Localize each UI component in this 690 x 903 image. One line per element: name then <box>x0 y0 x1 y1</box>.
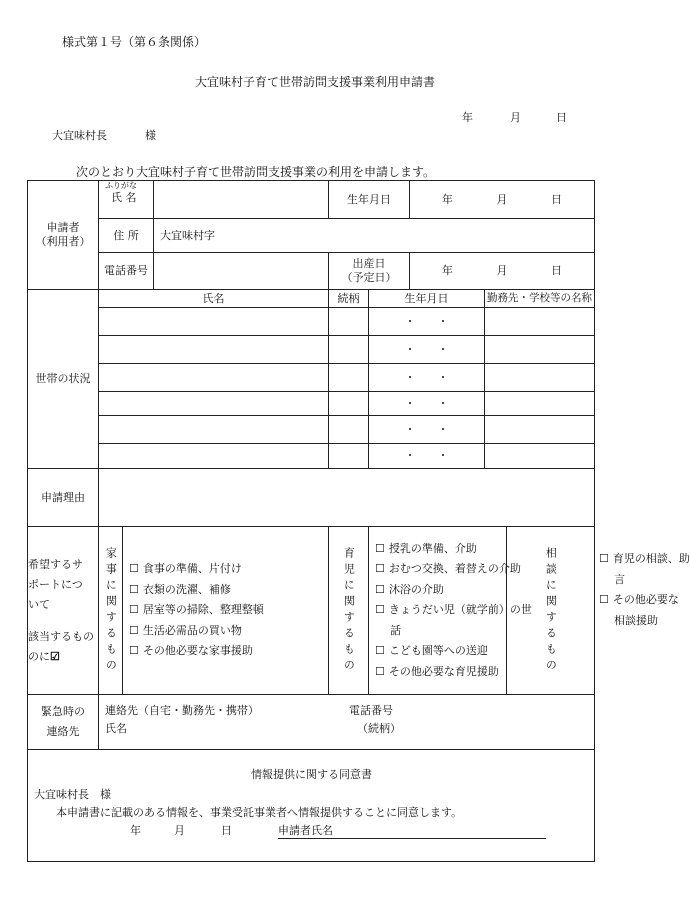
childcare-option[interactable]: ☐ こども園等への送迎 <box>375 644 488 658</box>
name-input[interactable] <box>154 181 329 219</box>
emergency-phone-label: 電話番号 <box>349 704 393 717</box>
childcare-category-label: 育児に関するもの <box>329 527 369 695</box>
consult-option-continued: 相談援助 <box>614 613 658 627</box>
household-row <box>28 416 595 444</box>
checkbox-icon: ☐ <box>375 664 385 678</box>
checkbox-icon: ☐ <box>599 552 609 565</box>
application-form-table: 申請者 （利用者） ふりがな 氏 名 生年月日 年 月 日 住 所 大宜味村字 電話番号 出産日 （予定日） 年 月 日 世帯の状況 氏名 続柄 生年月日 勤務先・学校等の名称 ・ ・ ・ ・ ・ ・ ・ ・ ・ ・ ・ ・ 申請理由 希望するサ ポートにつ いて 該当するもの のに☑ 家事に関するもの ☐ 食事の準備、片付け ☐ 衣類の洗濯、補修 ☐ 居室等の掃除、整理整頓 ☐ 生活必需品の買い物 ☐ その他必要な家事援助 育児に関するもの ☐ 授乳の準備、介助 ☐ おむつ交換、着替えの介助 ☐ 沐浴の介助 ☐ きょうだい児（就学前）の世 話 ☐ こども園等への送迎 ☐ その他必要な育児援助 相談に関するもの ☐ 育児の相談、助 言 ☐ その他必要な 相談援助 緊急時の 連絡先 連絡先（自宅・勤務先・携帯） 電話番号 氏名 （続柄） 情報提供に関する同意書 大宜味村長 様 本申請書に記載のある情報を、事業受託事業者へ情報提供することに同意します。 年 月 日 申請者氏名 <box>27 180 595 862</box>
birth-label: 生年月日 <box>329 181 410 219</box>
household-work-input[interactable] <box>485 336 595 364</box>
household-relation-input[interactable] <box>329 392 369 416</box>
check-note: 該当するもの <box>28 629 94 643</box>
birth-input[interactable]: 年 月 日 <box>410 181 595 219</box>
intro-text: 次のとおり大宜味村子育て世帯訪問支援事業の利用を申請します。 <box>76 165 436 179</box>
household-relation-input[interactable] <box>329 364 369 392</box>
housework-option[interactable]: ☐ 生活必需品の買い物 <box>129 623 242 637</box>
childcare-option[interactable]: ☐ その他必要な育児援助 <box>375 664 499 678</box>
household-birth-input[interactable]: ・ ・ <box>369 308 485 336</box>
household-header-relation: 続柄 <box>329 290 369 308</box>
consent-title: 情報提供に関する同意書 <box>251 768 372 781</box>
name-label-cell <box>99 181 154 219</box>
housework-option[interactable]: ☐ 居室等の掃除、整理整頓 <box>129 603 264 617</box>
checkbox-icon: ☐ <box>375 541 385 555</box>
household-birth-input[interactable]: ・ ・ <box>369 364 485 392</box>
signature-label: 申請者氏名 <box>278 824 333 837</box>
childcare-options <box>369 527 532 695</box>
household-work-input[interactable] <box>485 444 595 469</box>
emergency-name-label: 氏名 <box>105 722 127 735</box>
household-row <box>28 336 595 364</box>
consent-date-day: 日 <box>221 824 232 837</box>
childcare-option[interactable]: ☐ 授乳の準備、介助 <box>375 541 477 555</box>
reason-label: 申請理由 <box>28 469 99 527</box>
consent-date-month: 月 <box>174 824 185 837</box>
phone-label: 電話番号 <box>99 253 154 290</box>
household-relation-input[interactable] <box>329 444 369 469</box>
consent-section <box>28 750 595 862</box>
housework-option[interactable]: ☐ 衣類の洗濯、補修 <box>129 582 231 596</box>
furigana-label: ふりがな <box>105 181 137 190</box>
childcare-option[interactable]: ☐ おむつ交換、着替えの介助 <box>375 562 521 576</box>
checkbox-icon: ☐ <box>129 562 139 576</box>
childcare-option[interactable]: ☐ 沐浴の介助 <box>375 582 444 596</box>
household-relation-input[interactable] <box>329 308 369 336</box>
addressee: 大宜味村長 <box>52 129 107 142</box>
phone-input[interactable] <box>154 253 329 290</box>
consult-option-continued: 言 <box>614 572 625 586</box>
household-work-input[interactable] <box>485 416 595 444</box>
due-date-input[interactable]: 年 月 日 <box>410 253 595 290</box>
consent-addressee: 大宜味村長 様 <box>34 788 111 801</box>
household-name-input[interactable] <box>99 364 329 392</box>
checkbox-icon: ☐ <box>599 593 609 606</box>
checkbox-icon: ☐ <box>375 582 385 596</box>
checkbox-icon: ☐ <box>129 582 139 596</box>
name-label: 氏 名 <box>111 191 137 204</box>
household-row <box>28 308 595 336</box>
household-relation-input[interactable] <box>329 416 369 444</box>
household-name-input[interactable] <box>99 416 329 444</box>
household-work-input[interactable] <box>485 364 595 392</box>
consent-body: 本申請書に記載のある情報を、事業受託事業者へ情報提供することに同意します。 <box>56 806 463 819</box>
emergency-relation-label: （続柄） <box>357 722 401 735</box>
addressee-suffix: 様 <box>145 129 156 142</box>
date-year: 年 <box>462 111 473 124</box>
household-header-birth: 生年月日 <box>369 290 485 308</box>
household-work-input[interactable] <box>485 392 595 416</box>
housework-option[interactable]: ☐ その他必要な家事援助 <box>129 644 253 658</box>
household-name-input[interactable] <box>99 444 329 469</box>
childcare-option-continued: 話 <box>390 623 401 637</box>
checkbox-icon: ☐ <box>375 562 385 576</box>
consent-date-year: 年 <box>130 824 141 837</box>
household-birth-input[interactable]: ・ ・ <box>369 392 485 416</box>
date-month: 月 <box>510 111 521 124</box>
support-label: 希望するサ ポートにつ いて 該当するもの のに☑ <box>28 527 99 695</box>
housework-option[interactable]: ☐ 食事の準備、片付け <box>129 562 242 576</box>
emergency-contact-input[interactable] <box>99 695 595 750</box>
checkbox-icon: ☐ <box>375 644 385 658</box>
household-row <box>28 444 595 469</box>
checkbox-icon: ☐ <box>129 603 139 617</box>
household-name-input[interactable] <box>99 392 329 416</box>
household-name-input[interactable] <box>99 308 329 336</box>
form-title: 大宜味村子育て世帯訪問支援事業利用申請書 <box>194 75 435 89</box>
checkbox-icon: ☐ <box>129 644 139 658</box>
household-header-name: 氏名 <box>99 290 329 308</box>
address-label: 住 所 <box>99 219 154 253</box>
household-row <box>28 392 595 416</box>
household-birth-input[interactable]: ・ ・ <box>369 416 485 444</box>
household-birth-input[interactable]: ・ ・ <box>369 444 485 469</box>
housework-options <box>123 527 329 695</box>
checkbox-icon: ☐ <box>375 603 385 617</box>
check-note-2: のに☑ <box>28 649 60 663</box>
household-section-label: 世帯の状況 <box>28 290 99 469</box>
applicant-section-label: 申請者 （利用者） <box>28 181 99 290</box>
emergency-contact-label: 連絡先（自宅・勤務先・携帯） <box>105 704 259 717</box>
consult-category-label: 相談に関するもの <box>507 527 595 695</box>
household-relation-input[interactable] <box>329 336 369 364</box>
checkbox-checked-icon: ☑ <box>50 649 60 663</box>
signature-field[interactable] <box>278 824 546 839</box>
checkbox-icon: ☐ <box>129 623 139 637</box>
household-row <box>28 364 595 392</box>
household-birth-input[interactable]: ・ ・ <box>369 336 485 364</box>
household-work-input[interactable] <box>485 308 595 336</box>
form-number: 様式第１号（第６条関係） <box>62 35 207 49</box>
due-date-label: 出産日 （予定日） <box>329 253 410 290</box>
childcare-option[interactable]: ☐ きょうだい児（就学前）の世 <box>375 603 532 617</box>
housework-category-label: 家事に関するもの <box>99 527 123 695</box>
household-name-input[interactable] <box>99 336 329 364</box>
household-header-work: 勤務先・学校等の名称 <box>485 290 595 308</box>
date-day: 日 <box>556 111 567 124</box>
reason-input[interactable] <box>99 469 595 527</box>
address-input[interactable]: 大宜味村字 <box>154 219 595 253</box>
emergency-label: 緊急時の 連絡先 <box>28 695 99 750</box>
